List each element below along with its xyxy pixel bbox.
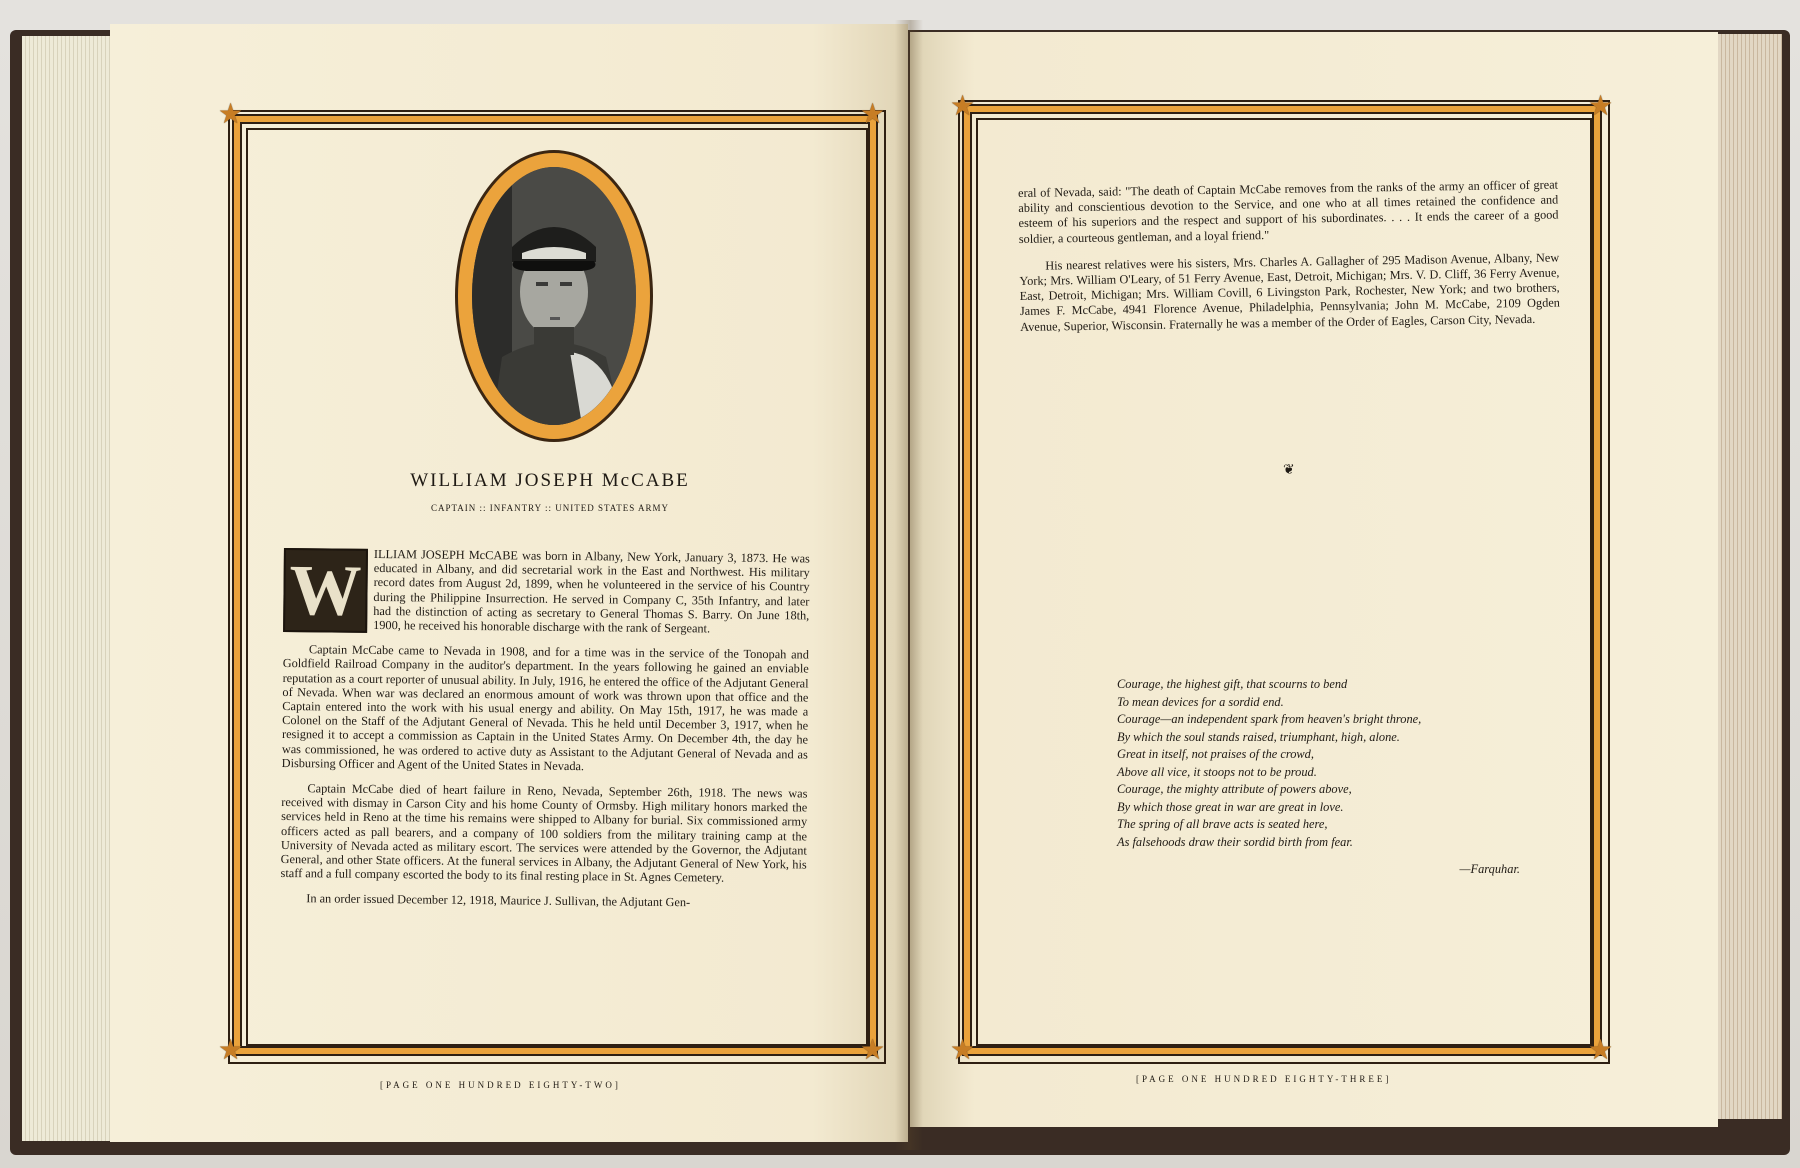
poem-line: By which the soul stands raised, triumphant, high, alone.	[1117, 729, 1400, 744]
page-edges-right	[1710, 34, 1782, 1119]
star-icon: ★	[218, 1033, 244, 1066]
poem-line: To mean devices for a sordid end.	[1117, 694, 1284, 709]
paragraph: In an order issued December 12, 1918, Maurice J. Sullivan, the Adjutant Gen-	[306, 891, 691, 910]
poem-attribution: —Farquhar.	[1459, 862, 1520, 876]
rank-subtitle: CAPTAIN :: INFANTRY :: UNITED STATES ARMY	[430, 503, 670, 513]
paragraph: eral of Nevada, said: "The death of Captain McCabe removes from the ranks of the army an officer of great ability and conscientious devotion to the Service, and one who at all times retained the confidence and esteem of his superiors and the respect and support of his subordinates. . . . It ends the career of a good soldier, a courteous gentleman, and a loyal friend."	[1018, 177, 1559, 246]
fleuron-icon: ❦	[1283, 462, 1295, 478]
poem-line: Courage—an independent spark from heaven's bright throne,	[1117, 712, 1422, 726]
star-icon: ★	[860, 1033, 886, 1066]
poem-line: Courage, the highest gift, that scourns to bend	[1117, 677, 1348, 691]
poem-line: Great in itself, not praises of the crowd,	[1117, 747, 1314, 761]
star-icon: ★	[860, 97, 886, 130]
star-icon: ★	[1588, 89, 1614, 122]
poem-line: The spring of all brave acts is seated here,	[1117, 817, 1328, 831]
portrait-photo	[472, 167, 636, 425]
paragraph: His nearest relatives were his sisters, Mrs. Charles A. Gallagher of 295 Madison Avenue, Albany, New York; Mrs. William O'Leary, of 51 Ferry Avenue, East, Detroit, Michigan; Mrs. V. D. Cliff, 36 Ferry Avenue, East, Detroit, Michigan; Mrs. William Covill, 6 Livingston Park, Rochester, New York; and two brothers, James F. McCabe, 4941 Florence Avenue, Philadelphia, Pennsylvania; John M. McCabe, 2109 Ogden Avenue, Superior, Wisconsin. Fraternally he was a member of the Order of Eagles, Carson City, Nevada.	[1019, 250, 1561, 334]
paragraph: Captain McCabe came to Nevada in 1908, and for a time was in the service of the Tonopah and Goldfield Railroad Company in the auditor's department. In the years following he gained an enviable reputation as a court reporter of unusual ability. In July, 1916, he entered the office of the Adjutant General of Nevada. When war was declared an enormous amount of work was thrown upon that office and the Captain entered into the work with his usual energy and ability. On May 15th, 1917, he was made a Colonel on the Staff of the Adjutant General of Nevada. This he held until December 3, 1917, when he resigned it to accept a commission as Captain in the United States Army. On December 4th, the day he was commissioned, he was ordered to active duty as Assistant to the Adjutant General of Nevada and as Disbursing Officer and Agent of the United States in Nevada.	[281, 642, 809, 773]
paragraph	[283, 546, 810, 637]
left-page-number: [PAGE ONE HUNDRED EIGHTY-TWO]	[380, 1080, 621, 1090]
poem-line: Courage, the mighty attribute of powers above,	[1117, 782, 1352, 796]
star-icon: ★	[218, 97, 244, 130]
left-body-text	[280, 546, 810, 922]
book-gutter	[895, 20, 923, 1150]
portrait-frame	[455, 150, 653, 442]
portrait-illustration	[472, 167, 636, 425]
poem-line: As falsehoods draw their sordid birth from fear.	[1117, 834, 1353, 849]
star-icon: ★	[1588, 1033, 1614, 1066]
right-page-number: [PAGE ONE HUNDRED EIGHTY-THREE]	[1136, 1074, 1392, 1084]
star-icon: ★	[950, 89, 976, 122]
drop-cap-initial: W	[283, 548, 368, 633]
right-body-text	[1018, 178, 1560, 347]
poem-line: By which those great in war are great in love.	[1117, 799, 1344, 814]
page-title: WILLIAM JOSEPH McCABE	[410, 470, 690, 491]
poem	[1117, 676, 1517, 851]
star-icon: ★	[950, 1033, 976, 1066]
poem-line: Above all vice, it stoops not to be proud.	[1117, 764, 1317, 779]
paragraph-text: ILLIAM JOSEPH McCABE was born in Albany, New York, January 3, 1873. He was educated in Albany, and did secretarial work in the East and Northwest. His military record dates from August 2d, 1899, when he volunteered in the service of his Country during the Philippine Insurrection. He served in Company C, 35th Infantry, and later had the distinction of acting as secretary to General Thomas S. Barry. On June 18th, 1900, he received his honorable discharge with the rank of Sergeant.	[373, 546, 810, 636]
paragraph: Captain McCabe died of heart failure in Reno, Nevada, September 26th, 1918. The news was received with dismay in Carson City and his home County of Ormsby. High military honors marked the services held in Reno at the time his remains were shipped to Albany for burial. Six commissioned army officers acted as pall bearers, and a company of 100 soldiers from the military training camp at the University of Nevada acted as military escort. The services were attended by the Governor, the Adjutant General, and other State officers. At the funeral services in Albany, the Adjutant General of New York, his staff and a full company escorted the body to its final resting place in St. Agnes Cemetery.	[280, 781, 808, 885]
